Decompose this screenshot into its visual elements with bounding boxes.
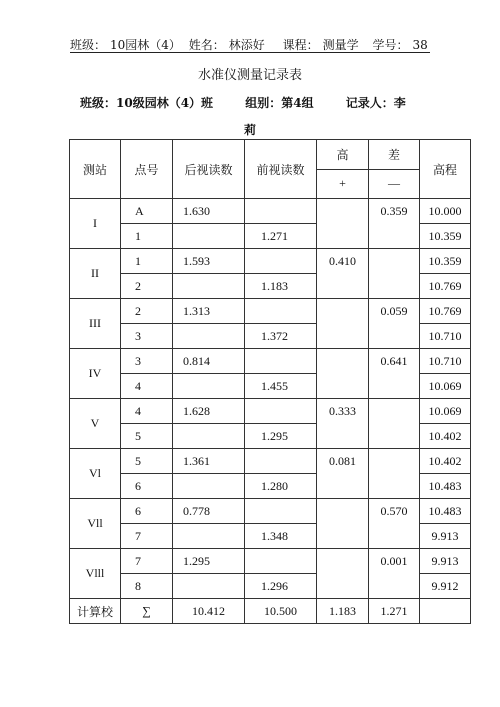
header-station: 测站 — [70, 140, 121, 199]
front-reading-empty — [245, 499, 317, 524]
diff-minus: 0.570 — [369, 499, 420, 549]
meta-line — [80, 94, 406, 111]
header-front-reading: 前视读数 — [245, 140, 317, 199]
table-row — [70, 549, 471, 574]
point-id: 4 — [121, 374, 173, 399]
diff-minus — [369, 249, 420, 299]
front-reading-empty — [245, 399, 317, 424]
point-id: 6 — [121, 474, 173, 499]
elevation: 10.359 — [420, 249, 471, 274]
front-reading-empty — [245, 199, 317, 224]
front-reading: 1.296 — [245, 574, 317, 599]
point-id: 4 — [121, 399, 173, 424]
summary-minus: 1.271 — [369, 599, 420, 624]
summary-front: 10.500 — [245, 599, 317, 624]
diff-plus — [317, 549, 369, 599]
point-id: 3 — [121, 349, 173, 374]
elevation: 10.359 — [420, 224, 471, 249]
table-row — [70, 399, 471, 424]
elevation: 10.483 — [420, 499, 471, 524]
elevation: 9.913 — [420, 549, 471, 574]
diff-plus: 0.333 — [317, 399, 369, 449]
point-id: 2 — [121, 299, 173, 324]
id-value: 38 — [412, 38, 428, 52]
page-title: 水准仪测量记录表 — [197, 68, 302, 83]
table-row — [70, 299, 471, 324]
point-id: 1 — [121, 249, 173, 274]
elevation: 10.710 — [420, 349, 471, 374]
back-reading-empty — [173, 374, 245, 399]
meta-recorder-tail: 莉 — [243, 123, 256, 137]
elevation: 10.402 — [420, 424, 471, 449]
back-reading: 1.593 — [173, 249, 245, 274]
station-name: Vl — [70, 449, 121, 499]
diff-plus — [317, 499, 369, 549]
elevation: 10.483 — [420, 474, 471, 499]
back-reading: 1.630 — [173, 199, 245, 224]
front-reading: 1.280 — [245, 474, 317, 499]
front-reading: 1.295 — [245, 424, 317, 449]
diff-plus: 0.410 — [317, 249, 369, 299]
elevation: 9.913 — [420, 524, 471, 549]
point-id: A — [121, 199, 173, 224]
meta-class: 班级：10级园林（4）班 — [80, 96, 214, 110]
front-reading: 1.348 — [245, 524, 317, 549]
elevation: 10.402 — [420, 449, 471, 474]
summary-elevation — [420, 599, 471, 624]
elevation: 10.769 — [420, 274, 471, 299]
summary-label: 计算校 — [70, 599, 121, 624]
back-reading: 1.313 — [173, 299, 245, 324]
back-reading-empty — [173, 224, 245, 249]
back-reading-empty — [173, 574, 245, 599]
diff-minus: 0.001 — [369, 549, 420, 599]
table-row — [70, 249, 471, 274]
station-name: III — [70, 299, 121, 349]
document-header — [70, 36, 430, 53]
point-id: 8 — [121, 574, 173, 599]
elevation: 10.769 — [420, 299, 471, 324]
point-id: 5 — [121, 424, 173, 449]
point-id: 1 — [121, 224, 173, 249]
elevation: 10.069 — [420, 374, 471, 399]
elevation: 9.912 — [420, 574, 471, 599]
diff-plus: 0.081 — [317, 449, 369, 499]
back-reading-empty — [173, 324, 245, 349]
diff-minus: 0.359 — [369, 199, 420, 249]
name-label: 姓名： — [188, 38, 225, 52]
header-point: 点号 — [121, 140, 173, 199]
name-value: 林添好 — [228, 38, 265, 52]
table-row — [70, 499, 471, 524]
course-value: 测量学 — [322, 38, 359, 52]
header-plus: + — [317, 169, 369, 199]
front-reading-empty — [245, 549, 317, 574]
point-id: 5 — [121, 449, 173, 474]
header-rule — [70, 52, 430, 53]
diff-minus — [369, 449, 420, 499]
diff-minus: 0.059 — [369, 299, 420, 349]
front-reading: 1.455 — [245, 374, 317, 399]
front-reading-empty — [245, 249, 317, 274]
back-reading: 1.361 — [173, 449, 245, 474]
back-reading-empty — [173, 524, 245, 549]
class-value: 10园林（4） — [110, 38, 181, 52]
summary-back: 10.412 — [173, 599, 245, 624]
back-reading: 0.778 — [173, 499, 245, 524]
station-name: II — [70, 249, 121, 299]
point-id: 2 — [121, 274, 173, 299]
header-diff-2: 差 — [369, 140, 420, 170]
point-id: 7 — [121, 549, 173, 574]
front-reading: 1.372 — [245, 324, 317, 349]
station-name: V — [70, 399, 121, 449]
diff-minus: 0.641 — [369, 349, 420, 399]
back-reading-empty — [173, 474, 245, 499]
course-label: 课程： — [282, 38, 319, 52]
header-elevation: 高程 — [420, 140, 471, 199]
back-reading: 0.814 — [173, 349, 245, 374]
leveling-table — [69, 139, 471, 624]
summary-row — [70, 599, 471, 624]
table-row — [70, 449, 471, 474]
diff-plus — [317, 299, 369, 349]
front-reading-empty — [245, 449, 317, 474]
header-minus: — — [369, 169, 420, 199]
summary-plus: 1.183 — [317, 599, 369, 624]
elevation: 10.000 — [420, 199, 471, 224]
point-id: 6 — [121, 499, 173, 524]
point-id: 3 — [121, 324, 173, 349]
front-reading: 1.183 — [245, 274, 317, 299]
elevation: 10.710 — [420, 324, 471, 349]
diff-plus — [317, 349, 369, 399]
back-reading-empty — [173, 274, 245, 299]
point-id: 7 — [121, 524, 173, 549]
table-row — [70, 349, 471, 374]
back-reading: 1.628 — [173, 399, 245, 424]
front-reading-empty — [245, 299, 317, 324]
station-name: Vlll — [70, 549, 121, 599]
station-name: Vll — [70, 499, 121, 549]
back-reading: 1.295 — [173, 549, 245, 574]
class-label: 班级： — [70, 38, 107, 52]
header-back-reading: 后视读数 — [173, 140, 245, 199]
station-name: I — [70, 199, 121, 249]
elevation: 10.069 — [420, 399, 471, 424]
header-diff: 高 — [317, 140, 369, 170]
back-reading-empty — [173, 424, 245, 449]
summary-sigma: ∑ — [121, 599, 173, 624]
diff-minus — [369, 399, 420, 449]
id-label: 学号： — [372, 38, 409, 52]
meta-group: 组别：第4组 — [245, 96, 314, 110]
station-name: IV — [70, 349, 121, 399]
meta-recorder: 记录人：李 — [345, 96, 406, 110]
table-row — [70, 199, 471, 224]
diff-plus — [317, 199, 369, 249]
front-reading-empty — [245, 349, 317, 374]
front-reading: 1.271 — [245, 224, 317, 249]
